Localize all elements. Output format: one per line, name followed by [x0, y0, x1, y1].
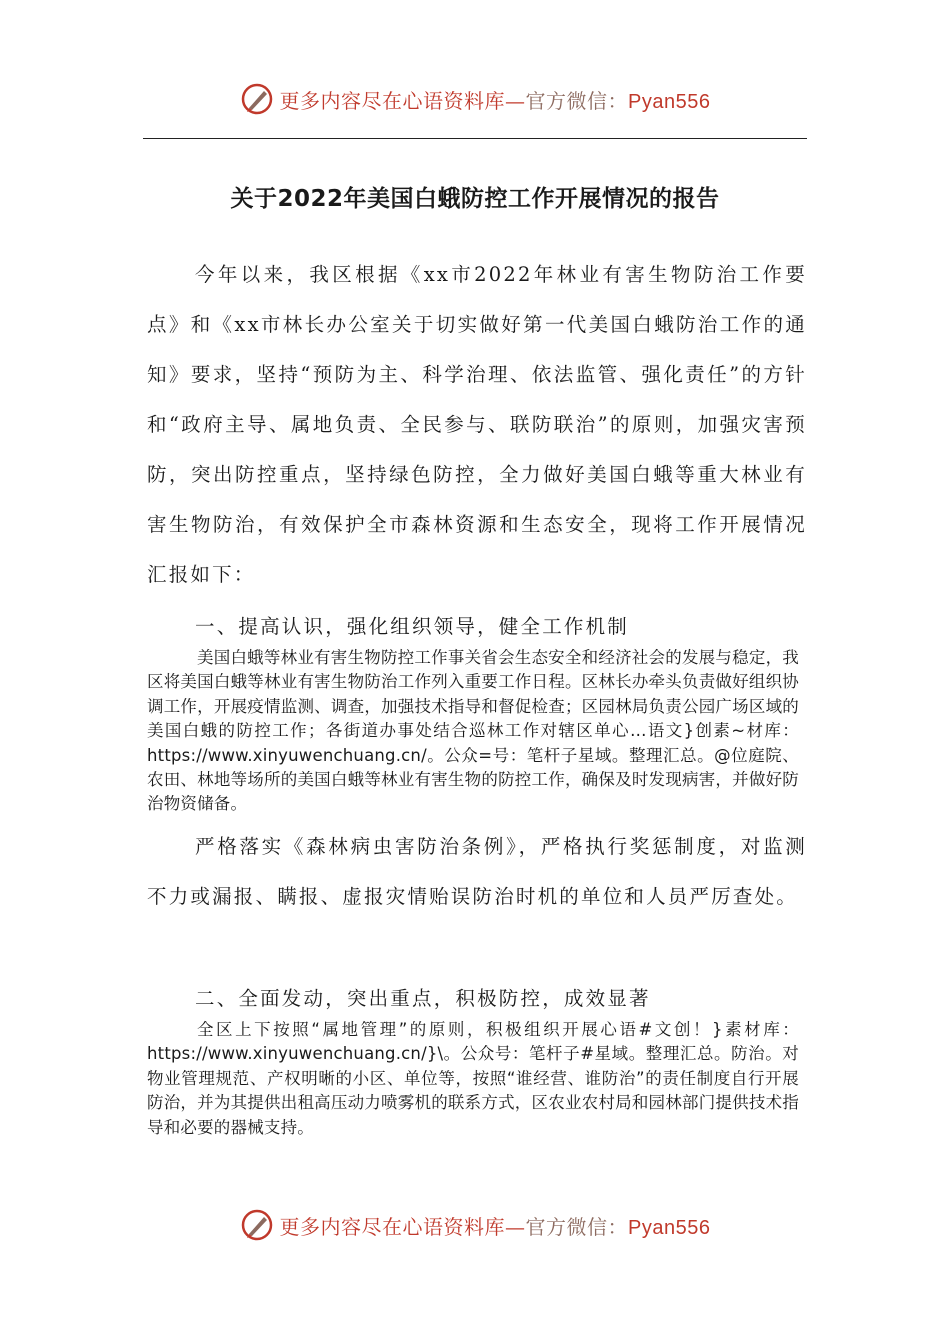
banner-wechat-id: Pyan556: [628, 90, 711, 113]
section1-heading: 一、提高认识，强化组织领导，健全工作机制: [195, 615, 630, 638]
banner-text: [280, 85, 711, 114]
footer-banner: [0, 1208, 950, 1242]
banner-wechat-label: 官方微信：: [525, 88, 629, 113]
section1-strict-paragraph: 严格落实《森林病虫害防治条例》，严格执行奖惩制度，对监测不力或漏报、瞒报、虚报灾情贻误防治时机的单位和人员严厉查处。: [147, 835, 807, 908]
pen-logo-icon: [240, 1208, 274, 1242]
header-banner: [0, 82, 950, 116]
section2-heading: 二、全面发动，突出重点，积极防控，成效显著: [195, 987, 651, 1010]
pen-logo-icon: [240, 82, 274, 116]
header-divider: [143, 138, 807, 139]
document-title: 关于2022年美国白蛾防控工作开展情况的报告: [230, 186, 720, 212]
section2-body: 全区上下按照“属地管理”的原则，积极组织开展心语#文创！}素材库：https://www.xinyuwenchuang.cn/}\。公众号：笔杆子#星域。整理汇总。防治。对物业管理规范、产权明晰的小区、单位等，按照“谁经营、谁防治”的责任制度自行开展防治，并为其提供出租高压动力喷雾机的联系方式，区农业农村局和园林部门提供技术指导和必要的器械支持。: [147, 1020, 799, 1137]
section1-body: 美国白蛾等林业有害生物防控工作事关省会生态安全和经济社会的发展与稳定，我区将美国白蛾等林业有害生物防治工作列入重要工作日程。区林长办牵头负责做好组织协调工作，开展疫情监测、调查，加强技术指导和督促检查；区园林局负责公园广场区域的美国白蛾的防控工作；各街道办事处结合巡林工作对辖区单心…语文}创素~材库：https://www.xinyuwenchuang.cn/。公众=号：笔杆子星域。整理汇总。@位庭院、农田、林地等场所的美国白蛾等林业有害生物的防控工作，确保及时发现病害，并做好防治物资储备。: [147, 648, 799, 814]
banner-slogan: 更多内容尽在心语资料库—: [279, 88, 526, 113]
intro-paragraph: 今年以来，我区根据《xx市2022年林业有害生物防治工作要点》和《xx市林长办公室关于切实做好第一代美国白蛾防治工作的通知》要求，坚持“预防为主、科学治理、依法监管、强化责任”的方针和“政府主导、属地负责、全民参与、联防联治”的原则，加强灾害预防，突出防控重点，坚持绿色防控，全力做好美国白蛾等重大林业有害生物防治，有效保护全市森林资源和生态安全，现将工作开展情况汇报如下：: [147, 263, 807, 586]
banner-wechat-id: Pyan556: [628, 1216, 711, 1239]
banner-slogan: 更多内容尽在心语资料库—: [279, 1214, 526, 1239]
banner-text: [280, 1211, 711, 1240]
banner-wechat-label: 官方微信：: [525, 1214, 629, 1239]
